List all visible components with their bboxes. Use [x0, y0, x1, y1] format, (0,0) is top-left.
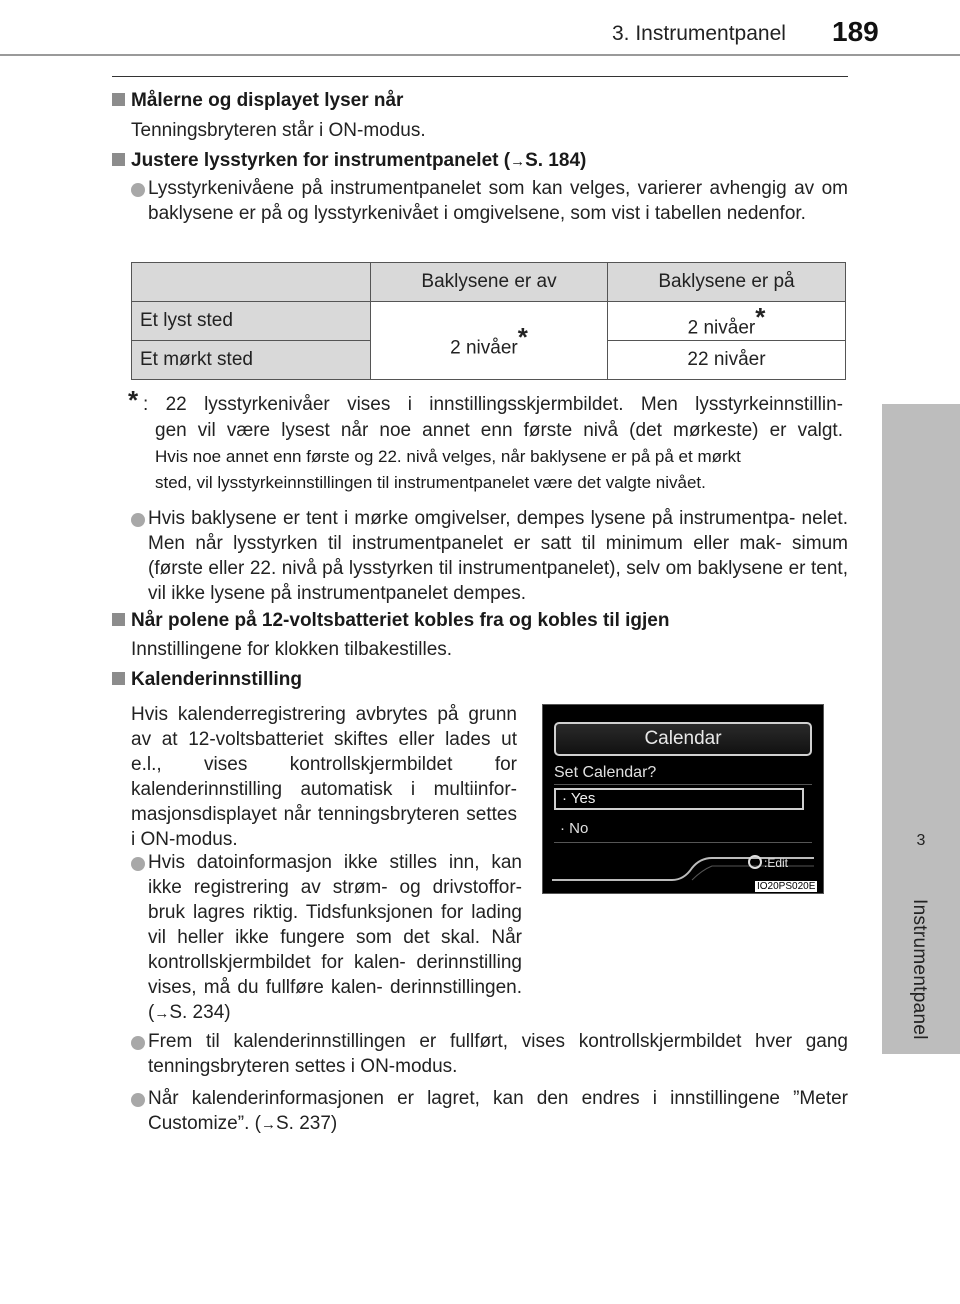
footnote-line3: Hvis noe annet enn første og 22. nivå velges, når baklysene er på på et mørkt — [155, 447, 741, 466]
footnote-line1: : 22 lysstyrkenivåer vises i innstillingsskjermbildet. Men lysstyrkeinnstillin- — [143, 394, 843, 415]
heading-calendar: Kalenderinnstilling — [112, 669, 302, 691]
screen-title: Calendar — [554, 722, 812, 756]
calendar-screen-illustration — [542, 704, 824, 894]
screen-divider — [554, 784, 812, 785]
cell-on-dark: 22 nivåer — [608, 341, 846, 380]
arrow-icon: → — [260, 1116, 276, 1133]
page-ref-link[interactable]: S. 184) — [525, 150, 587, 171]
screen-divider — [554, 842, 812, 843]
arrow-icon: → — [510, 153, 526, 170]
circle-bullet-icon — [131, 178, 149, 203]
heading-adjust-brightness: Justere lysstyrken for instrumentpanelet (→S. 184) — [112, 150, 586, 172]
header-rule — [0, 54, 960, 56]
circle-bullet-icon — [131, 508, 145, 533]
section-title: 3. Instrumentpanel — [612, 22, 786, 45]
square-bullet-icon — [112, 672, 125, 685]
bullet-date-info: Hvis datoinformasjon ikke stilles inn, kan ikke registrering av strøm- og drivstoffor- bruk lagres riktig. Tidsfunksjonen for lading vil heller ikke fungere som det skal. Når kontrollskjermbildet for kalen- derinnstilling vises, må du fullføre kalen- derinnstillingen. (→S. 234) — [148, 852, 522, 1023]
row-label-dark: Et mørkt sted — [132, 341, 371, 380]
screen-edit-label: :Edit — [764, 856, 789, 870]
bullet-brightness-levels: Lysstyrkenivåene på instrumentpanelet som kan velges, varierer avhengig av om baklysene er på og lysstyrkenivået i omgivelsene, som vist i tabellen nedenfor. — [148, 178, 848, 224]
page-number: 189 — [832, 16, 879, 47]
screen-option-yes: · Yes — [554, 788, 804, 810]
cell-off-value: 2 nivåer* — [371, 302, 608, 380]
table-header-on: Baklysene er på — [608, 263, 846, 302]
screen-option-no: · No — [560, 820, 589, 837]
footnote-star: * — [128, 385, 139, 415]
circle-bullet-icon — [131, 1031, 145, 1056]
square-bullet-icon — [112, 613, 125, 626]
cell-on-bright: 2 nivåer* — [608, 302, 846, 341]
text-clock-reset: Innstillingene for klokken tilbakestilles. — [131, 639, 453, 660]
arrow-icon: → — [154, 1005, 170, 1022]
content-rule — [112, 76, 848, 77]
bullet-dimming: Hvis baklysene er tent i mørke omgivelser, dempes lysene på instrumentpa- nelet. Men når lysstyrken til instrumentpanelet er satt til minimum eller mak- simum (første eller 22. nivå på lysstyrken til instrumentpanelet), selv om baklysene er tent, vil ikke lysene på instrumentpanelet dempes. — [148, 508, 848, 604]
bullet-until-complete: Frem til kalenderinnstillingen er fullført, vises kontrollskjermbildet hver gang tenningsbryteren settes i ON-modus. — [148, 1031, 848, 1077]
heading-meters-light: Målerne og displayet lyser når — [112, 90, 403, 112]
knob-icon — [748, 855, 762, 869]
chapter-number: 3 — [916, 832, 926, 849]
figure-code: IO20PS020E — [757, 881, 816, 892]
footnote-line2: gen vil være lysest når noe annet enn første nivå (det mørkeste) er valgt. — [155, 420, 843, 441]
text-ignition-on: Tenningsbryteren står i ON-modus. — [131, 120, 426, 141]
footnote-line4: sted, vil lysstyrkeinnstillingen til instrumentpanelet være det valgte nivået. — [155, 473, 706, 492]
square-bullet-icon — [112, 153, 125, 166]
square-bullet-icon — [112, 93, 125, 106]
circle-bullet-icon — [131, 1088, 145, 1113]
row-label-bright: Et lyst sted — [132, 302, 371, 341]
brightness-table — [131, 262, 846, 380]
table-header-off: Baklysene er av — [371, 263, 608, 302]
calendar-intro: Hvis kalenderregistrering avbrytes på grunn av at 12-voltsbatteriet skiftes eller lades ut e.l., vises kontrollskjermbildet for kalenderinnstilling automatisk i multiinfor- masjonsdisplayet når tenningsbryteren settes i ON-modus. — [131, 704, 517, 850]
chapter-label: Instrumentpanel — [909, 899, 930, 1040]
heading-battery-reconnect: Når polene på 12-voltsbatteriet kobles fra og kobles til igjen — [112, 610, 669, 632]
table-corner — [132, 263, 371, 302]
circle-bullet-icon — [131, 852, 145, 877]
screen-question: Set Calendar? — [554, 764, 657, 781]
page-ref-link[interactable]: S. 234) — [169, 1002, 231, 1023]
page-ref-link[interactable]: S. 237) — [275, 1113, 338, 1134]
bullet-meter-customize: Når kalenderinformasjonen er lagret, kan den endres i innstillingene ”Meter Customize”. (→S. 237) — [148, 1088, 848, 1134]
chapter-tab — [882, 404, 960, 1054]
